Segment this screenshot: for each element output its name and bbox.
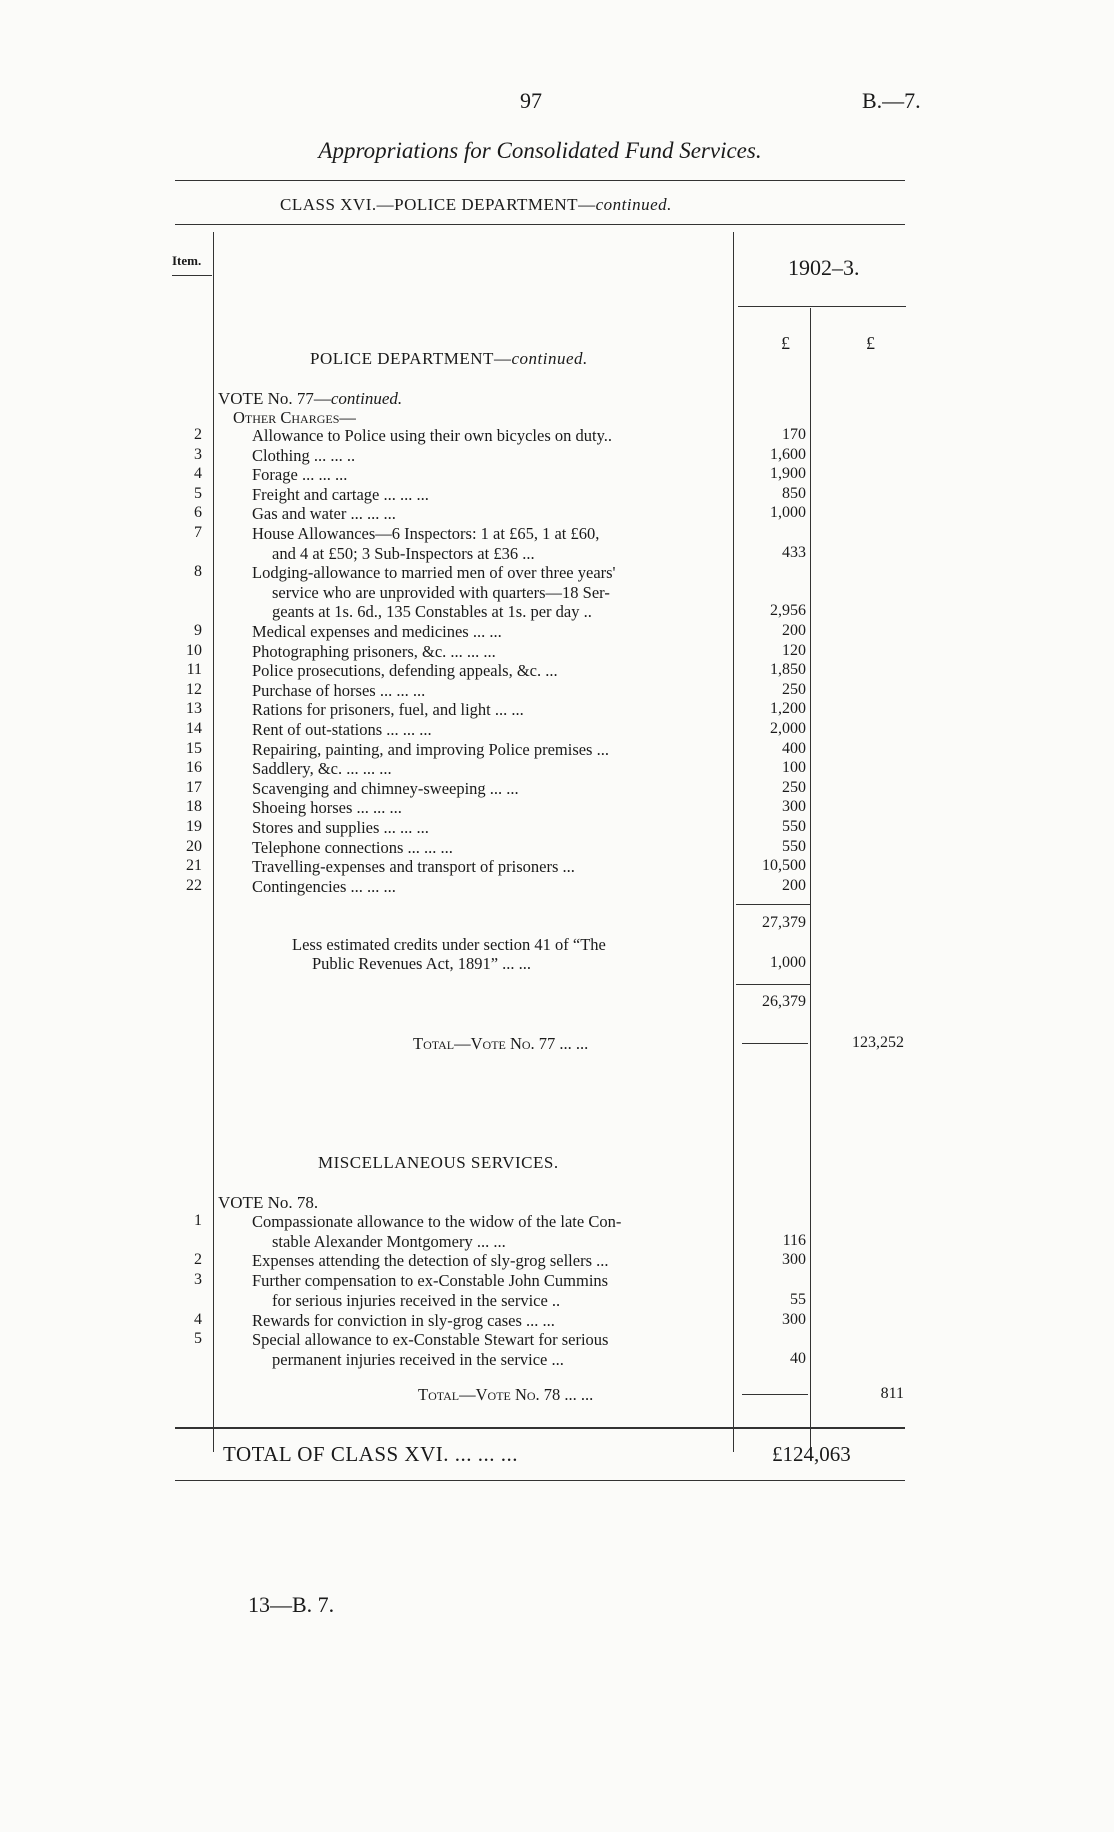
net-rule bbox=[736, 984, 811, 985]
misc-item-description: Further compensation to ex-Constable John Cummins bbox=[252, 1271, 609, 1291]
police-item-description: Scavenging and chimney-sweeping ... ... bbox=[252, 778, 519, 798]
misc-item-description: stable Alexander Montgomery ... ... bbox=[272, 1231, 506, 1251]
misc-item-description: for serious injuries received in the service .. bbox=[272, 1290, 561, 1310]
police-item-number: 5 bbox=[194, 484, 202, 502]
title-rule bbox=[175, 180, 905, 181]
police-item-number: 4 bbox=[194, 465, 202, 483]
misc-item-number: 1 bbox=[194, 1212, 202, 1229]
class-total-label: TOTAL OF CLASS XVI. ... ... ... bbox=[223, 1442, 519, 1466]
police-item-amount: 170 bbox=[782, 426, 806, 443]
police-item-number: 12 bbox=[186, 680, 202, 698]
police-item-number: 22 bbox=[186, 876, 202, 894]
vote-78-total-label: Total—Vote No. 78 ... ... bbox=[418, 1385, 594, 1404]
police-item-description: Contingencies ... ... ... bbox=[252, 876, 396, 896]
police-section-heading bbox=[310, 349, 588, 369]
police-item-number: 7 bbox=[194, 524, 202, 541]
police-net-amount: 26,379 bbox=[762, 993, 806, 1010]
police-item-number: 17 bbox=[186, 778, 202, 796]
police-item-description: House Allowances—6 Inspectors: 1 at £65, 1 at £60, bbox=[252, 524, 600, 543]
police-item-description: Gas and water ... ... ... bbox=[252, 504, 396, 524]
police-item-amount: 100 bbox=[782, 759, 806, 777]
police-item-amount: 250 bbox=[782, 778, 806, 796]
misc-item-amount: 300 bbox=[782, 1310, 806, 1328]
police-item-description: Allowance to Police using their own bicycles on duty.. bbox=[252, 426, 613, 445]
vote-77-total-dash bbox=[742, 1043, 808, 1044]
police-item-number: 18 bbox=[186, 798, 202, 816]
police-item-amount: 1,900 bbox=[770, 465, 806, 483]
class-total-amount: £124,063 bbox=[772, 1442, 851, 1466]
police-item-number: 10 bbox=[186, 641, 202, 659]
police-item-description: Freight and cartage ... ... ... bbox=[252, 484, 429, 504]
police-item-amount: 1,000 bbox=[770, 504, 806, 522]
police-item-description: Photographing prisoners, &c. ... ... ... bbox=[252, 641, 496, 661]
police-item-amount: 250 bbox=[782, 680, 806, 698]
subtotal-rule bbox=[736, 904, 811, 905]
police-item-amount: 850 bbox=[782, 484, 806, 502]
police-item-number: 2 bbox=[194, 426, 202, 443]
page-number: 97 bbox=[520, 88, 542, 113]
police-item-amount: 200 bbox=[782, 622, 806, 639]
year-header-rule bbox=[738, 306, 906, 307]
vote-77-heading bbox=[218, 389, 402, 409]
police-item-amount: 400 bbox=[782, 739, 806, 757]
item-column-header: Item. bbox=[172, 253, 202, 268]
police-item-description: service who are unprovided with quarters—18 Ser- bbox=[272, 582, 610, 602]
vote-78-total-dash bbox=[742, 1394, 808, 1395]
vote-78-total: 811 bbox=[880, 1385, 904, 1402]
police-item-description: Rations for prisoners, fuel, and light ... ... bbox=[252, 700, 524, 720]
police-item-number: 15 bbox=[186, 739, 202, 757]
police-item-number: 3 bbox=[194, 445, 202, 463]
item-column-rule bbox=[213, 232, 214, 1452]
misc-item-description: permanent injuries received in the service ... bbox=[272, 1349, 564, 1369]
police-item-number: 21 bbox=[186, 857, 202, 875]
police-item-amount: 10,500 bbox=[762, 857, 806, 875]
police-item-description: Forage ... ... ... bbox=[252, 465, 348, 485]
police-item-number: 8 bbox=[194, 563, 202, 581]
pound-column-header-2: £ bbox=[866, 333, 875, 353]
police-item-description: Purchase of horses ... ... ... bbox=[252, 680, 426, 700]
police-item-description: Rent of out-stations ... ... ... bbox=[252, 720, 432, 739]
police-item-amount: 2,956 bbox=[770, 602, 806, 620]
misc-item-amount: 40 bbox=[790, 1349, 806, 1367]
class-heading-main: CLASS XVI.—POLICE DEPARTMENT— bbox=[280, 195, 596, 214]
police-item-amount: 200 bbox=[782, 876, 806, 894]
police-item-number: 13 bbox=[186, 700, 202, 718]
police-item-description: Travelling-expenses and transport of prisoners ... bbox=[252, 857, 575, 877]
police-item-description: Saddlery, &c. ... ... ... bbox=[252, 759, 392, 779]
police-item-amount: 433 bbox=[782, 543, 806, 561]
less-credits-line-1: Less estimated credits under section 41 of “The bbox=[292, 935, 606, 954]
misc-item-description: Rewards for conviction in sly-grog cases ... ... bbox=[252, 1310, 555, 1330]
misc-item-amount: 116 bbox=[782, 1231, 806, 1249]
misc-item-amount: 300 bbox=[782, 1251, 806, 1269]
police-item-description: Telephone connections ... ... ... bbox=[252, 837, 453, 857]
police-item-number: 19 bbox=[186, 818, 202, 835]
police-item-amount: 300 bbox=[782, 798, 806, 816]
less-credits-amount: 1,000 bbox=[770, 954, 806, 971]
vote-77-suffix: continued. bbox=[330, 389, 403, 408]
misc-item-description: Compassionate allowance to the widow of the late Con- bbox=[252, 1212, 622, 1231]
other-charges-subheading: Other Charges— bbox=[233, 408, 356, 427]
misc-item-number: 3 bbox=[194, 1271, 202, 1289]
document-reference: B.—7. bbox=[862, 88, 921, 113]
signature-mark: 13—B. 7. bbox=[248, 1592, 335, 1617]
less-credits-line-2: Public Revenues Act, 1891” ... ... bbox=[312, 954, 532, 973]
police-item-amount: 1,200 bbox=[770, 700, 806, 718]
police-item-number: 6 bbox=[194, 504, 202, 522]
police-item-amount: 1,600 bbox=[770, 445, 806, 463]
police-item-description: Clothing ... ... .. bbox=[252, 445, 356, 465]
class-heading-rule bbox=[175, 224, 905, 225]
police-item-number: 20 bbox=[186, 837, 202, 855]
misc-section-heading: MISCELLANEOUS SERVICES. bbox=[318, 1153, 559, 1172]
amount-column-rule bbox=[810, 308, 811, 1452]
police-item-description: Stores and supplies ... ... ... bbox=[252, 818, 429, 837]
police-item-amount: 2,000 bbox=[770, 720, 806, 737]
vote-77-total-label: Total—Vote No. 77 ... ... bbox=[413, 1034, 589, 1053]
police-item-description: geants at 1s. 6d., 135 Constables at 1s. per day .. bbox=[272, 602, 592, 622]
misc-item-description: Special allowance to ex-Constable Stewart for serious bbox=[252, 1330, 609, 1350]
item-header-underline bbox=[172, 275, 212, 276]
vote-77-text: VOTE No. 77— bbox=[218, 389, 331, 408]
police-item-amount: 550 bbox=[782, 818, 806, 835]
police-item-amount: 1,850 bbox=[770, 661, 806, 679]
police-item-description: Shoeing horses ... ... ... bbox=[252, 798, 402, 818]
vote-78-heading: VOTE No. 78. bbox=[218, 1193, 319, 1212]
police-item-number: 16 bbox=[186, 759, 202, 777]
misc-item-number: 5 bbox=[194, 1330, 202, 1348]
police-item-description: Medical expenses and medicines ... ... bbox=[252, 622, 502, 641]
police-item-description: Police prosecutions, defending appeals, &c. ... bbox=[252, 661, 558, 681]
police-heading-suffix: continued. bbox=[511, 349, 588, 368]
class-heading-suffix: continued. bbox=[595, 195, 672, 214]
police-item-amount: 120 bbox=[782, 641, 806, 659]
police-item-description: Lodging-allowance to married men of over three years' bbox=[252, 563, 616, 583]
class-total-bottom-rule bbox=[175, 1480, 905, 1481]
police-item-description: Repairing, painting, and improving Police premises ... bbox=[252, 739, 609, 759]
police-subtotal: 27,379 bbox=[762, 914, 806, 931]
year-column-header: 1902–3. bbox=[788, 255, 860, 280]
police-item-number: 11 bbox=[186, 661, 202, 679]
page-title: Appropriations for Consolidated Fund Services. bbox=[318, 138, 762, 163]
misc-item-description: Expenses attending the detection of sly-grog sellers ... bbox=[252, 1251, 609, 1271]
description-column-rule bbox=[733, 232, 734, 1452]
misc-item-number: 2 bbox=[194, 1251, 202, 1269]
class-heading bbox=[280, 195, 672, 215]
class-total-top-rule bbox=[175, 1427, 905, 1429]
police-item-description: and 4 at £50; 3 Sub-Inspectors at £36 ... bbox=[272, 543, 535, 563]
police-item-amount: 550 bbox=[782, 837, 806, 855]
police-item-number: 9 bbox=[194, 622, 202, 639]
misc-item-number: 4 bbox=[194, 1310, 202, 1328]
vote-77-total: 123,252 bbox=[852, 1034, 904, 1051]
pound-column-header-1: £ bbox=[781, 333, 790, 353]
police-heading-text: POLICE DEPARTMENT— bbox=[310, 349, 512, 368]
misc-item-amount: 55 bbox=[790, 1290, 806, 1308]
police-item-number: 14 bbox=[186, 720, 202, 737]
